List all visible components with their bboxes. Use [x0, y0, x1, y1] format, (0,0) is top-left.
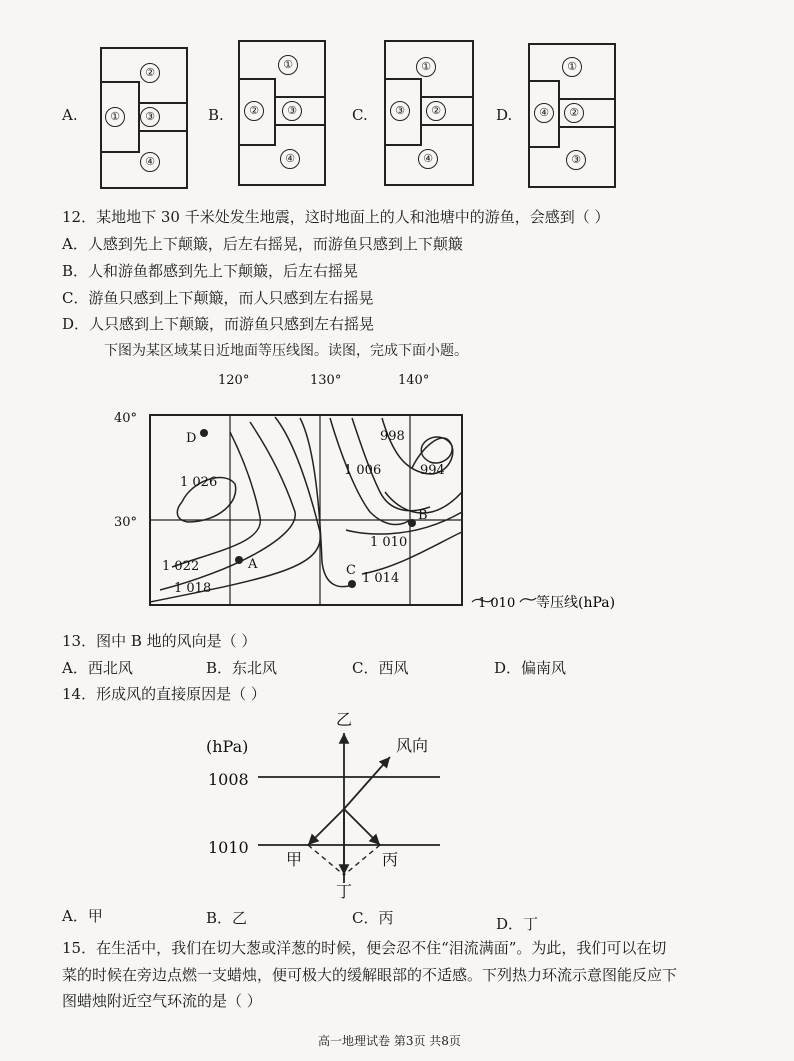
- map-intro: 下图为某区域某日近地面等压线图。读图，完成下面小题。: [104, 343, 468, 359]
- page-footer: 高一地理试卷 第3页 共8页: [318, 1034, 461, 1048]
- q11-c-num-1: ①: [416, 57, 436, 77]
- q15-line-3: 图蜡烛附近空气环流的是（ ）: [62, 992, 262, 1010]
- q15-line-1: 15．在生活中，我们在切大葱或洋葱的时候，便会忍不住“泪流满面”。为此，我们可以在切: [62, 939, 667, 957]
- diagram-label-wind: 风向: [396, 736, 429, 755]
- diagram-level-1010: 1010: [208, 838, 249, 857]
- diagram-label-yi: 乙: [336, 710, 353, 729]
- diagram-unit: (hPa): [206, 737, 249, 756]
- map-lat-40: 40°: [114, 411, 138, 426]
- q12-option-c: C．游鱼只感到上下颠簸，而人只感到左右摇晃: [62, 289, 374, 307]
- isobar-label-994: 994: [420, 463, 445, 478]
- q11-a-num-4: ④: [140, 152, 160, 172]
- isobar-label-1022: 1 022: [162, 559, 200, 574]
- legend-value: 1 010: [478, 596, 516, 611]
- q11-b-num-1: ①: [278, 55, 298, 75]
- q11-a-num-1: ②: [140, 63, 160, 83]
- q11-b-num-2: ②: [244, 101, 264, 121]
- q11-d-num-4: ③: [566, 150, 586, 170]
- isobar-label-1026: 1 026: [180, 475, 218, 490]
- isobar-map: [100, 362, 660, 622]
- map-point-c: C: [346, 563, 356, 578]
- q11-c-num-4: ④: [418, 149, 438, 169]
- q13-stem: 13．图中 B 地的风向是（ ）: [62, 632, 257, 650]
- q11-d-num-2: ④: [534, 103, 554, 123]
- q11-option-a-letter: A.: [62, 106, 78, 124]
- isobar-label-1006: 1 006: [344, 463, 382, 478]
- map-lon-120: 120°: [218, 373, 250, 388]
- map-lon-140: 140°: [398, 373, 430, 388]
- diagram-label-jia: 甲: [286, 850, 303, 869]
- diagram-label-ding: 丁: [336, 882, 353, 901]
- map-point-b: B: [418, 508, 428, 523]
- q12-option-b: B．人和游鱼都感到先上下颠簸，后左右摇晃: [62, 262, 359, 280]
- legend-text: 等压线(hPa): [536, 595, 616, 611]
- isobar-label-998: 998: [380, 429, 405, 444]
- q14-option-b: B．乙: [206, 909, 248, 927]
- q11-c-num-3: ②: [426, 101, 446, 121]
- q13-option-b: B．东北风: [206, 659, 278, 677]
- isobar-label-1014: 1 014: [362, 571, 400, 586]
- q14-option-c: C．丙: [352, 909, 394, 927]
- q12-stem: 12．某地地下 30 千米处发生地震，这时地面上的人和池塘中的游鱼，会感到（ ）: [62, 208, 610, 226]
- q11-d-num-1: ①: [562, 57, 582, 77]
- q11-b-num-4: ④: [280, 149, 300, 169]
- q15-line-2: 菜的时候在旁边点燃一支蜡烛，便可极大的缓解眼部的不适感。下列热力环流示意图能反应下: [62, 966, 678, 984]
- q11-d-num-3: ②: [564, 103, 584, 123]
- q11-b-num-3: ③: [282, 101, 302, 121]
- map-point-a: A: [248, 557, 258, 572]
- isobar-label-1010: 1 010: [370, 535, 408, 550]
- q14-option-a: A．甲: [62, 907, 103, 925]
- isobar-label-1018: 1 018: [174, 581, 212, 596]
- diagram-label-bing: 丙: [382, 850, 399, 869]
- q14-option-d: D．丁: [496, 915, 539, 933]
- wind-force-diagram: [200, 705, 460, 905]
- q14-stem: 14．形成风的直接原因是（ ）: [62, 685, 266, 703]
- q12-option-d: D．人只感到上下颠簸，而游鱼只感到左右摇晃: [62, 315, 375, 333]
- q12-option-a: A．人感到先上下颠簸，后左右摇晃，而游鱼只感到上下颠簸: [62, 235, 463, 253]
- q11-a-num-3: ③: [140, 107, 160, 127]
- diagram-level-1008: 1008: [208, 770, 249, 789]
- q13-option-d: D．偏南风: [494, 659, 567, 677]
- q11-option-d-letter: D.: [496, 106, 513, 124]
- q11-option-c-letter: C.: [352, 106, 368, 124]
- q11-c-num-2: ③: [390, 101, 410, 121]
- map-point-d: D: [186, 431, 197, 446]
- q11-option-b-letter: B.: [208, 106, 224, 124]
- map-lat-30: 30°: [114, 515, 138, 530]
- q11-a-num-2: ①: [105, 107, 125, 127]
- map-lon-130: 130°: [310, 373, 342, 388]
- q13-option-c: C．西风: [352, 659, 409, 677]
- q13-option-a: A．西北风: [62, 659, 133, 677]
